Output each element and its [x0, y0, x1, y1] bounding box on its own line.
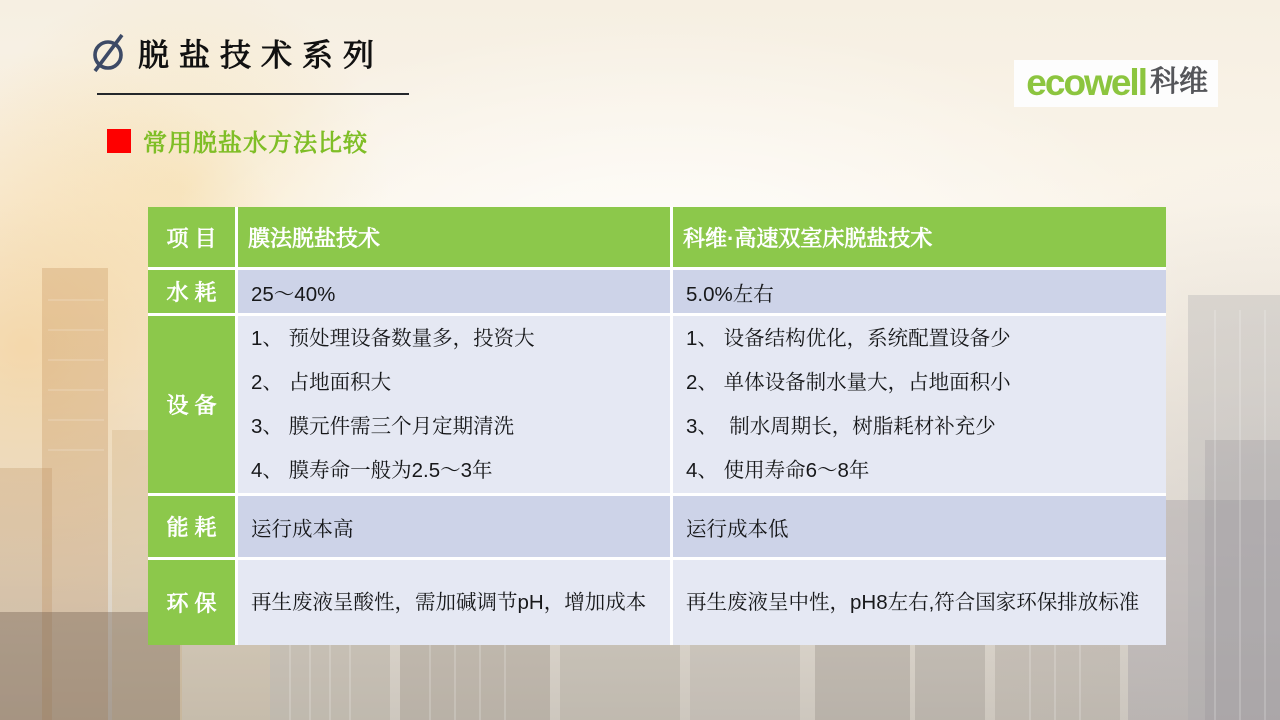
- brand-logo-en: ecowell: [1026, 62, 1146, 103]
- equipment-kewei-item: 2、 单体设备制水量大，占地面积小: [686, 370, 1011, 394]
- title-underline: [97, 93, 409, 95]
- equipment-kewei-item: 4、 使用寿命6～8年: [686, 458, 870, 482]
- equipment-membrane-item: 3、 膜元件需三个月定期清洗: [251, 414, 515, 438]
- cell-environment-kewei: 再生废液呈中性，pH8左右,符合国家环保排放标准: [673, 560, 1166, 645]
- cell-equipment-kewei: [673, 316, 1166, 493]
- brand-logo: [1014, 60, 1218, 107]
- section-heading: 常用脱盐水方法比较: [143, 130, 368, 157]
- comparison-table: [148, 207, 1166, 645]
- table-header-membrane-tech: 膜法脱盐技术: [238, 207, 670, 267]
- page-title: 脱盐技术系列: [138, 38, 384, 73]
- row-label-environment: 环保: [148, 560, 235, 645]
- row-label-water-consumption: 水耗: [148, 270, 235, 313]
- equipment-kewei-item: 3、 制水周期长，树脂耗材补充少: [686, 414, 996, 438]
- slashed-circle-icon: [88, 32, 128, 74]
- cell-water-membrane: 25～40%: [238, 270, 670, 313]
- equipment-kewei-item: 1、 设备结构优化，系统配置设备少: [686, 326, 1011, 350]
- title-row: [88, 30, 384, 75]
- brand-logo-cn: 科维: [1149, 66, 1208, 98]
- equipment-membrane-item: 4、 膜寿命一般为2.5～3年: [251, 458, 493, 482]
- equipment-membrane-item: 2、 占地面积大: [251, 370, 392, 394]
- row-label-energy-consumption: 能耗: [148, 496, 235, 557]
- equipment-membrane-item: 1、 预处理设备数量多，投资大: [251, 326, 535, 350]
- cell-water-kewei: 5.0%左右: [673, 270, 1166, 313]
- row-label-equipment: 设备: [148, 316, 235, 493]
- red-square-bullet: [107, 129, 131, 153]
- table-header-kewei-tech: 科维·高速双室床脱盐技术: [673, 207, 1166, 267]
- cell-energy-membrane: 运行成本高: [238, 496, 670, 557]
- cell-environment-membrane: 再生废液呈酸性，需加碱调节pH，增加成本: [238, 560, 670, 645]
- table-header-item: 项目: [148, 207, 235, 267]
- section-heading-row: [107, 123, 368, 158]
- cell-equipment-membrane: [238, 316, 670, 493]
- cell-energy-kewei: 运行成本低: [673, 496, 1166, 557]
